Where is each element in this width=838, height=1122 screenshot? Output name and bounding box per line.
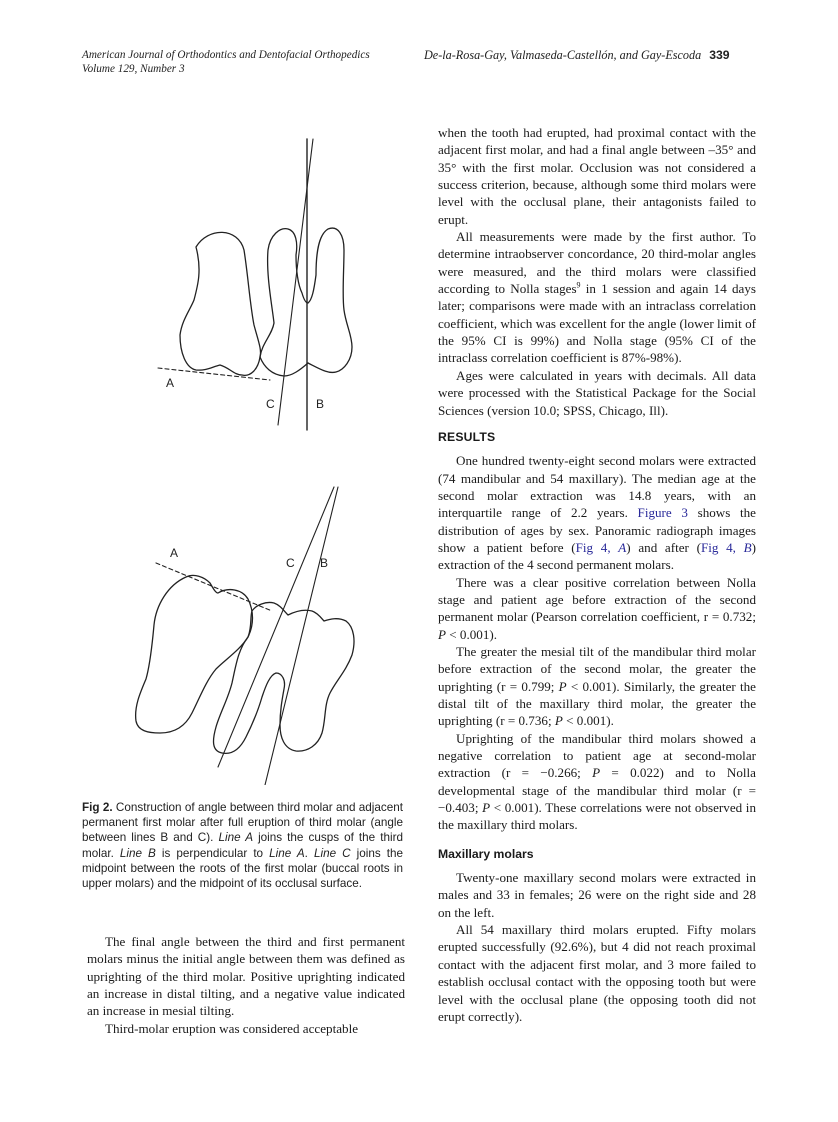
paragraph: when the tooth had erupted, had proximal contact with the adjacent first molar, and had a final angle between –35° and 35° with the first molar. Occlusion was not considered a success criterion, because, although some third molars were level with the occlusal plane, their antagonists failed to erupt. (438, 125, 756, 227)
label-c: C (266, 397, 275, 411)
text-run: ) extraction of the 4 second permanent molars. (438, 539, 757, 573)
text-run: All measurements were made by the first author. To determine intraobserver concordance, 20 third-molar angles were measured, and the third molars were classified according to Nolla stages (438, 229, 756, 297)
subsection-heading-maxillary-molars: Maxillary molars (438, 846, 534, 861)
figure-2-bottom-diagram (120, 475, 370, 785)
label-b: B (316, 397, 325, 411)
link-text: , (732, 539, 744, 555)
text-run: Uprighting of the mandibular third molars showed a negative correlation to patient age at second-molar extraction (r = −0.266; (438, 730, 756, 781)
caption-line-c: Line C (313, 846, 351, 860)
paragraph (438, 643, 756, 730)
text-run: P (592, 765, 601, 781)
paragraph (438, 228, 756, 367)
caption-text: joins the cusps of the third molar. (82, 831, 403, 860)
page-number: 339 (709, 48, 730, 62)
maxillary-molars-diagram (130, 125, 390, 445)
text-run: P (438, 626, 446, 642)
text-run: The greater the mesial tilt of the mandibular third molar before extraction of the second molar, the greater the uprighting (r = 0.799; (438, 643, 756, 694)
paragraph: Ages were calculated in years with decimals. All data were processed with the Statistical Package for the Social Sciences (version 10.0; SPSS, Chicago, Ill). (438, 367, 756, 418)
link-text: , (607, 539, 619, 555)
paragraph: Twenty-one maxillary second molars were extracted in males and 33 in females; 26 were on the right side and 28 on the left. (438, 870, 756, 920)
text-run: = 0.022) and to Nolla developmental stage of the mandibular third molar (r = −0.403; (438, 765, 756, 816)
figure-2-top-diagram (130, 125, 390, 445)
paragraph (438, 730, 756, 834)
right-column (438, 124, 756, 1025)
figure-4a-link[interactable] (576, 540, 627, 555)
caption-text: joins the midpoint between the roots of the first molar (buccal roots in upper molars) and the midpoint of its occlusal surface. (82, 846, 403, 891)
label-b: B (320, 556, 329, 570)
label-a: A (166, 376, 175, 390)
caption-line-b: Line B (119, 846, 156, 860)
text-run: One hundred twenty-eight second molars were extracted (74 mandibular and 54 maxillary). The median age at the second molar extraction was 14.8 years, with an interquartile range of 2.2 years. (438, 453, 756, 521)
figure-label: Fig 2. (82, 801, 113, 814)
paragraph (438, 452, 756, 573)
caption-text: Construction of angle between third molar and adjacent permanent first molar after full eruption of third molar (angle between lines B and C). (82, 801, 403, 845)
figure-4b-link[interactable] (701, 540, 752, 555)
text-run: P (554, 713, 563, 729)
text-run: shows the distribution of ages by sex. Panoramic radiograph images show a patient before ( (438, 505, 756, 555)
journal-title: American Journal of Orthodontics and Dentofacial Orthopedics (82, 49, 370, 61)
paragraph: Third-molar eruption was considered acceptable (105, 1020, 359, 1036)
figure-caption (82, 800, 403, 891)
link-text: Fig 4 (700, 539, 733, 555)
link-text: B (743, 539, 752, 555)
caption-text: . (304, 846, 314, 860)
caption-line-a: Line A (269, 846, 305, 860)
label-c: C (286, 556, 295, 570)
text-run: < 0.001). Similarly, the greater the distal tilt of the maxillary third molar, the greater the uprighting (r = 0.736; (438, 678, 756, 729)
reference-superscript[interactable]: 9 (576, 280, 581, 290)
paragraph: The final angle between the third and first permanent molars minus the initial angle between them was defined as uprighting of the third molar. Positive uprighting indicated an increase in distal tilting, and a negative value indicated an increase in mesial tilting. (87, 934, 405, 1019)
caption-line-a: Line A (218, 831, 253, 845)
journal-volume: Volume 129, Number 3 (82, 63, 185, 75)
text-run: ) and after ( (626, 539, 701, 555)
text-run: < 0.001). (446, 626, 498, 642)
paragraph: All 54 maxillary third molars erupted. Fifty molars erupted successfully (92.6%), but 4 did not reach proximal contact with the adjacent first molar, and 3 more failed to establish occlusal contact with the opposing tooth but were level with the occlusal plane (the opposing tooth did not erupt correctly). (438, 922, 756, 1024)
text-run: in 1 session and again 14 days later; comparisons were made with an intraclass correlation coefficient, which was excellent for the angle (lower limit of the 95% CI is 99%) and Nolla stage (95% CI of the intraclass correlation coefficient is 87%-98%). (438, 281, 756, 366)
author-list: De-la-Rosa-Gay, Valmaseda-Castellón, and Gay-Escoda (424, 48, 702, 62)
paragraph (438, 574, 756, 643)
figure-3-link[interactable]: Figure 3 (637, 505, 688, 521)
caption-text: is perpendicular to (155, 846, 270, 860)
link-text: Fig 4 (575, 539, 608, 555)
section-heading-results: RESULTS (438, 429, 496, 444)
text-run: There was a clear positive correlation between Nolla stage and patient age before extraction of the second permanent molar (Pearson correlation coefficient, r = 0.732; (438, 574, 756, 625)
link-text: A (618, 539, 627, 555)
label-a: A (170, 546, 179, 560)
running-header-left (82, 48, 370, 76)
text-run: P (482, 800, 491, 816)
left-column (87, 933, 405, 1037)
text-run: P (558, 678, 567, 694)
text-run: < 0.001). These correlations were not observed in the maxillary third molars. (438, 800, 756, 833)
text-run: < 0.001). (562, 713, 614, 729)
running-header-right (424, 48, 730, 62)
mandibular-molars-diagram (120, 475, 370, 785)
